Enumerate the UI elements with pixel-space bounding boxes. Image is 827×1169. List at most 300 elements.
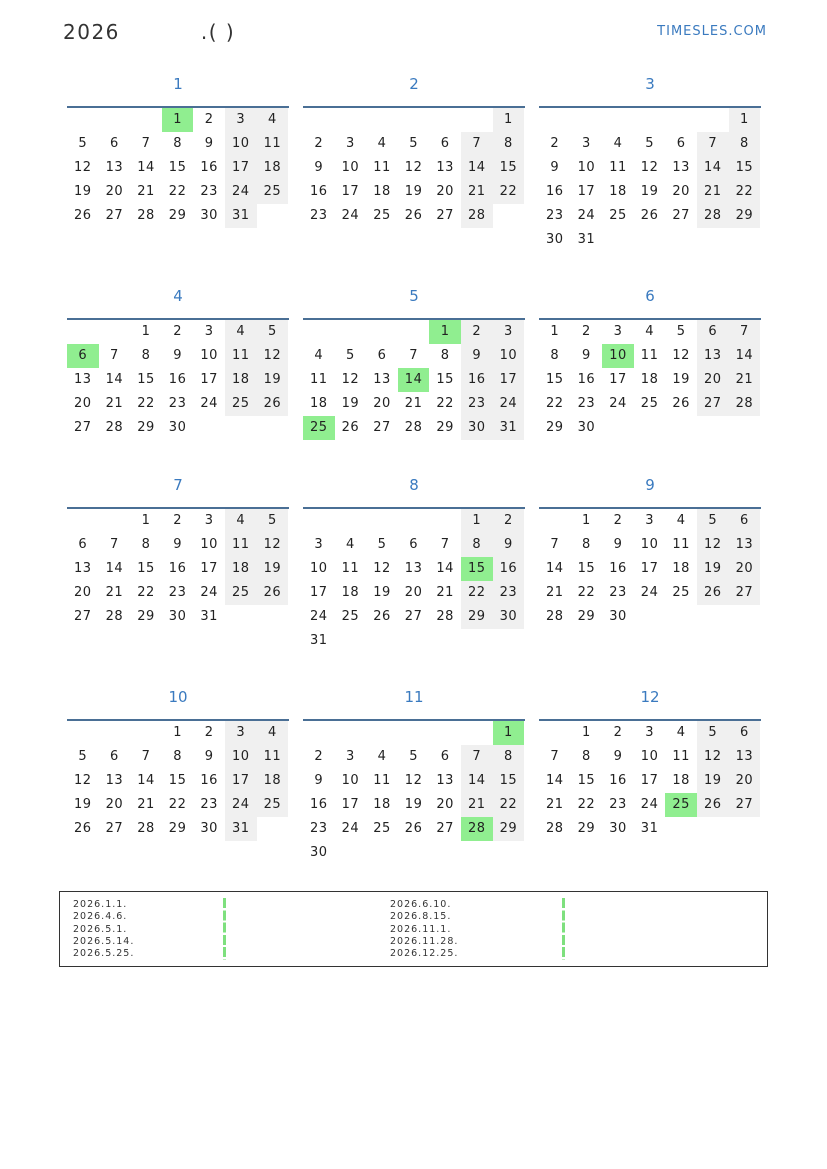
day-cell: 7 <box>110 537 119 552</box>
notes-right-column <box>390 899 458 960</box>
day-cell: 7 <box>550 537 560 552</box>
day-cell: 12 <box>74 160 92 175</box>
day-cell: 28 <box>137 208 155 223</box>
day-cell: 26 <box>672 396 690 411</box>
empty-cell <box>303 320 335 344</box>
day-cell: 13 <box>672 160 690 175</box>
day-cell: 19 <box>373 585 391 600</box>
day-cell: 12 <box>257 533 289 557</box>
empty-cell <box>429 721 461 745</box>
day-cell: 18 <box>257 769 289 793</box>
day-cell: 3 <box>645 725 654 740</box>
day-cell: 4 <box>257 108 289 132</box>
empty-cell <box>303 721 335 745</box>
holiday-note: 2026.12.25. <box>390 948 459 960</box>
day-cell: 9 <box>613 749 623 764</box>
day-cell: 8 <box>141 537 151 552</box>
day-cell: 3 <box>225 108 257 132</box>
day-cell: 8 <box>461 533 493 557</box>
day-cell: 6 <box>78 537 88 552</box>
day-cell: 9 <box>173 348 182 363</box>
day-cell: 20 <box>105 797 124 812</box>
holiday-day-cell: 14 <box>398 368 430 392</box>
empty-cell <box>398 320 430 344</box>
day-cell: 2 <box>461 320 493 344</box>
day-cell: 29 <box>436 420 454 435</box>
day-cell: 31 <box>225 204 257 228</box>
day-cell: 12 <box>640 160 659 175</box>
day-cell: 29 <box>461 605 493 629</box>
empty-cell <box>366 108 398 132</box>
day-cell: 4 <box>225 509 257 533</box>
day-cell: 30 <box>609 609 627 624</box>
day-cell: 27 <box>105 208 124 223</box>
month-name: 3 <box>645 75 655 93</box>
day-cell: 13 <box>74 372 92 387</box>
day-cell: 25 <box>609 208 627 223</box>
day-cell: 21 <box>697 180 729 204</box>
day-cell: 24 <box>310 609 328 624</box>
day-cell: 31 <box>640 821 659 836</box>
day-cell: 19 <box>74 184 92 199</box>
day-cell: 26 <box>74 821 92 836</box>
brand-logo[interactable]: TIMESLES.COM <box>657 24 767 39</box>
empty-cell <box>571 108 603 132</box>
day-cell: 7 <box>461 132 493 156</box>
day-cell: 29 <box>493 817 525 841</box>
month-9 <box>539 473 761 624</box>
day-cell: 9 <box>173 537 182 552</box>
day-cell: 24 <box>341 821 360 836</box>
day-cell: 5 <box>676 324 686 339</box>
day-cell: 30 <box>168 609 187 624</box>
day-cell: 24 <box>225 180 257 204</box>
day-cell: 9 <box>582 348 591 363</box>
day-cell: 9 <box>314 773 324 788</box>
day-cell: 22 <box>577 585 596 600</box>
holiday-day-cell: 25 <box>665 793 697 817</box>
month-5 <box>303 284 525 435</box>
day-cell: 12 <box>373 561 391 576</box>
day-cell: 27 <box>373 420 391 435</box>
empty-cell <box>99 320 131 344</box>
day-cell: 5 <box>78 136 88 151</box>
day-cell: 19 <box>672 372 690 387</box>
holiday-day-cell: 1 <box>162 108 194 132</box>
day-cell: 3 <box>493 320 525 344</box>
day-cell: 2 <box>173 513 182 528</box>
day-cell: 30 <box>168 420 187 435</box>
day-cell: 21 <box>137 184 155 199</box>
day-cell: 25 <box>672 585 690 600</box>
day-cell: 7 <box>550 749 560 764</box>
day-cell: 10 <box>200 348 218 363</box>
day-cell: 26 <box>341 420 360 435</box>
day-cell: 8 <box>493 745 525 769</box>
day-cell: 23 <box>493 581 525 605</box>
day-cell: 30 <box>461 416 493 440</box>
month-days-grid <box>67 507 289 629</box>
day-cell: 20 <box>74 585 92 600</box>
day-cell: 8 <box>582 537 591 552</box>
holiday-note: 2026.11.1. <box>390 923 452 935</box>
month-7 <box>67 473 289 624</box>
day-cell: 11 <box>257 132 289 156</box>
notes-right-marker <box>562 898 565 960</box>
day-cell: 23 <box>200 184 218 199</box>
empty-cell <box>366 509 398 533</box>
day-cell: 19 <box>257 368 289 392</box>
day-cell: 29 <box>546 420 564 435</box>
day-cell: 28 <box>436 609 454 624</box>
day-cell: 28 <box>729 392 761 416</box>
month-days-grid <box>67 318 289 440</box>
day-cell: 27 <box>729 793 761 817</box>
holiday-note: 2026.5.14. <box>73 935 135 947</box>
day-cell: 20 <box>729 769 761 793</box>
day-cell: 13 <box>373 372 391 387</box>
day-cell: 13 <box>404 561 423 576</box>
day-cell: 28 <box>546 609 564 624</box>
day-cell: 16 <box>609 773 627 788</box>
day-cell: 13 <box>436 773 454 788</box>
day-cell: 16 <box>200 160 218 175</box>
day-cell: 28 <box>404 420 423 435</box>
day-cell: 14 <box>137 773 155 788</box>
day-cell: 23 <box>577 396 596 411</box>
day-cell: 10 <box>225 132 257 156</box>
empty-cell <box>67 320 99 344</box>
day-cell: 23 <box>168 585 187 600</box>
day-cell: 14 <box>436 561 454 576</box>
day-cell: 21 <box>546 585 564 600</box>
day-cell: 15 <box>436 372 454 387</box>
day-cell: 22 <box>168 184 187 199</box>
day-cell: 1 <box>582 513 591 528</box>
day-cell: 18 <box>310 396 328 411</box>
day-cell: 16 <box>493 557 525 581</box>
day-cell: 21 <box>404 396 423 411</box>
day-cell: 22 <box>729 180 761 204</box>
day-cell: 25 <box>225 581 257 605</box>
month-8 <box>303 473 525 648</box>
day-cell: 27 <box>404 609 423 624</box>
day-cell: 20 <box>436 184 454 199</box>
day-cell: 22 <box>493 180 525 204</box>
day-cell: 3 <box>346 136 355 151</box>
month-name: 8 <box>409 476 419 494</box>
month-name: 4 <box>173 287 183 305</box>
empty-cell <box>539 721 571 745</box>
day-cell: 9 <box>204 136 214 151</box>
holiday-note: 2026.5.25. <box>73 948 135 960</box>
day-cell: 23 <box>200 797 218 812</box>
day-cell: 16 <box>577 372 596 387</box>
day-cell: 25 <box>225 392 257 416</box>
day-cell: 28 <box>546 821 564 836</box>
day-cell: 17 <box>493 368 525 392</box>
day-cell: 26 <box>404 821 423 836</box>
day-cell: 15 <box>168 160 187 175</box>
day-cell: 11 <box>341 561 360 576</box>
day-cell: 17 <box>310 585 328 600</box>
day-cell: 3 <box>645 513 654 528</box>
empty-cell <box>335 721 367 745</box>
day-cell: 15 <box>493 156 525 180</box>
day-cell: 29 <box>168 821 187 836</box>
month-name: 10 <box>168 688 188 706</box>
day-cell: 14 <box>546 773 564 788</box>
day-cell: 27 <box>74 420 92 435</box>
day-cell: 3 <box>225 721 257 745</box>
empty-cell <box>539 509 571 533</box>
empty-cell <box>99 108 131 132</box>
day-cell: 27 <box>436 821 454 836</box>
empty-cell <box>665 108 697 132</box>
day-cell: 12 <box>257 344 289 368</box>
empty-cell <box>335 509 367 533</box>
day-cell: 2 <box>493 509 525 533</box>
day-cell: 7 <box>461 745 493 769</box>
month-days-grid <box>67 106 289 228</box>
day-cell: 2 <box>613 725 623 740</box>
day-cell: 28 <box>105 420 124 435</box>
day-cell: 17 <box>640 561 659 576</box>
day-cell: 19 <box>697 769 729 793</box>
day-cell: 24 <box>225 793 257 817</box>
day-cell: 12 <box>404 160 423 175</box>
day-cell: 7 <box>110 348 119 363</box>
holiday-day-cell: 25 <box>303 416 335 440</box>
day-cell: 11 <box>672 749 690 764</box>
day-cell: 18 <box>373 184 391 199</box>
day-cell: 17 <box>577 184 596 199</box>
month-name: 2 <box>409 75 419 93</box>
month-10 <box>67 685 289 836</box>
day-cell: 22 <box>168 797 187 812</box>
day-cell: 3 <box>204 324 214 339</box>
day-cell: 15 <box>137 561 155 576</box>
day-cell: 13 <box>729 745 761 769</box>
month-name: 9 <box>645 476 655 494</box>
day-cell: 16 <box>168 372 187 387</box>
day-cell: 17 <box>640 773 659 788</box>
day-cell: 30 <box>200 208 218 223</box>
day-cell: 14 <box>105 561 124 576</box>
day-cell: 26 <box>640 208 659 223</box>
day-cell: 14 <box>137 160 155 175</box>
day-cell: 31 <box>310 633 328 648</box>
day-cell: 21 <box>105 585 124 600</box>
day-cell: 4 <box>225 320 257 344</box>
day-cell: 17 <box>200 372 218 387</box>
day-cell: 11 <box>373 773 391 788</box>
holiday-day-cell: 1 <box>493 721 525 745</box>
month-name: 7 <box>173 476 183 494</box>
day-cell: 20 <box>729 557 761 581</box>
notes-left-marker <box>223 898 226 960</box>
empty-cell <box>303 509 335 533</box>
day-cell: 2 <box>613 513 623 528</box>
day-cell: 8 <box>141 348 151 363</box>
day-cell: 20 <box>105 184 124 199</box>
empty-cell <box>335 320 367 344</box>
holiday-note: 2026.4.6. <box>73 911 128 923</box>
day-cell: 12 <box>697 533 729 557</box>
day-cell: 20 <box>404 585 423 600</box>
day-cell: 12 <box>404 773 423 788</box>
day-cell: 5 <box>377 537 387 552</box>
day-cell: 19 <box>404 184 423 199</box>
day-cell: 18 <box>640 372 659 387</box>
day-cell: 29 <box>577 609 596 624</box>
day-cell: 8 <box>729 132 761 156</box>
day-cell: 19 <box>257 557 289 581</box>
day-cell: 15 <box>546 372 564 387</box>
day-cell: 4 <box>377 749 387 764</box>
day-cell: 24 <box>341 208 360 223</box>
empty-cell <box>67 509 99 533</box>
month-days-grid <box>303 106 525 228</box>
day-cell: 26 <box>404 208 423 223</box>
empty-cell <box>335 108 367 132</box>
day-cell: 6 <box>110 749 119 764</box>
month-6 <box>539 284 761 435</box>
day-cell: 26 <box>257 581 289 605</box>
day-cell: 22 <box>461 581 493 605</box>
day-cell: 24 <box>640 585 659 600</box>
day-cell: 10 <box>640 749 659 764</box>
day-cell: 22 <box>577 797 596 812</box>
day-cell: 28 <box>137 821 155 836</box>
day-cell: 21 <box>105 396 124 411</box>
empty-cell <box>67 721 99 745</box>
day-cell: 4 <box>645 324 654 339</box>
day-cell: 28 <box>697 204 729 228</box>
month-name: 11 <box>404 688 424 706</box>
day-cell: 25 <box>373 821 391 836</box>
day-cell: 31 <box>577 232 596 247</box>
day-cell: 16 <box>168 561 187 576</box>
day-cell: 5 <box>257 320 289 344</box>
day-cell: 29 <box>729 204 761 228</box>
month-name: 1 <box>173 75 183 93</box>
day-cell: 12 <box>74 773 92 788</box>
day-cell: 18 <box>373 797 391 812</box>
day-cell: 11 <box>373 160 391 175</box>
day-cell: 2 <box>204 112 214 127</box>
holiday-note: 2026.1.1. <box>73 899 128 910</box>
day-cell: 11 <box>609 160 627 175</box>
day-cell: 15 <box>577 561 596 576</box>
day-cell: 5 <box>697 509 729 533</box>
month-days-grid <box>303 719 525 865</box>
empty-cell <box>303 108 335 132</box>
day-cell: 1 <box>729 108 761 132</box>
day-cell: 8 <box>493 132 525 156</box>
day-cell: 26 <box>74 208 92 223</box>
day-cell: 8 <box>582 749 591 764</box>
day-cell: 9 <box>550 160 560 175</box>
day-cell: 29 <box>137 420 155 435</box>
day-cell: 25 <box>373 208 391 223</box>
day-cell: 17 <box>609 372 627 387</box>
holiday-note: 2026.5.1. <box>73 923 128 935</box>
day-cell: 2 <box>314 749 324 764</box>
title-year: 2026 <box>63 20 120 44</box>
day-cell: 3 <box>204 513 214 528</box>
month-days-grid <box>303 507 525 653</box>
day-cell: 25 <box>341 609 360 624</box>
empty-cell <box>366 320 398 344</box>
day-cell: 31 <box>493 416 525 440</box>
day-cell: 14 <box>461 156 493 180</box>
holiday-notes <box>59 891 768 967</box>
day-cell: 24 <box>200 585 218 600</box>
empty-cell <box>398 108 430 132</box>
day-cell: 23 <box>609 585 627 600</box>
day-cell: 13 <box>105 773 124 788</box>
month-1 <box>67 72 289 223</box>
day-cell: 18 <box>225 557 257 581</box>
day-cell: 20 <box>74 396 92 411</box>
empty-cell <box>398 509 430 533</box>
day-cell: 18 <box>672 773 690 788</box>
day-cell: 1 <box>582 725 591 740</box>
day-cell: 12 <box>341 372 360 387</box>
day-cell: 26 <box>257 392 289 416</box>
day-cell: 18 <box>257 156 289 180</box>
day-cell: 26 <box>697 581 729 605</box>
day-cell: 25 <box>257 793 289 817</box>
empty-cell <box>130 108 162 132</box>
day-cell: 11 <box>640 348 659 363</box>
holiday-day-cell: 6 <box>67 344 99 368</box>
day-cell: 1 <box>141 513 151 528</box>
day-cell: 2 <box>173 324 182 339</box>
day-cell: 13 <box>729 533 761 557</box>
day-cell: 23 <box>609 797 627 812</box>
day-cell: 4 <box>676 513 686 528</box>
day-cell: 27 <box>672 208 690 223</box>
day-cell: 6 <box>697 320 729 344</box>
day-cell: 21 <box>729 368 761 392</box>
day-cell: 10 <box>200 537 218 552</box>
day-cell: 26 <box>697 793 729 817</box>
day-cell: 21 <box>546 797 564 812</box>
day-cell: 4 <box>257 721 289 745</box>
day-cell: 20 <box>436 797 454 812</box>
notes-left-column <box>73 899 134 960</box>
day-cell: 6 <box>676 136 686 151</box>
day-cell: 29 <box>137 609 155 624</box>
day-cell: 14 <box>697 156 729 180</box>
empty-cell <box>429 509 461 533</box>
empty-cell <box>130 721 162 745</box>
day-cell: 27 <box>697 392 729 416</box>
month-name: 6 <box>645 287 655 305</box>
empty-cell <box>461 721 493 745</box>
day-cell: 11 <box>672 537 690 552</box>
month-name: 12 <box>640 688 660 706</box>
day-cell: 16 <box>461 368 493 392</box>
day-cell: 17 <box>341 797 360 812</box>
day-cell: 24 <box>493 392 525 416</box>
day-cell: 16 <box>200 773 218 788</box>
day-cell: 20 <box>672 184 690 199</box>
day-cell: 5 <box>257 509 289 533</box>
day-cell: 22 <box>137 585 155 600</box>
